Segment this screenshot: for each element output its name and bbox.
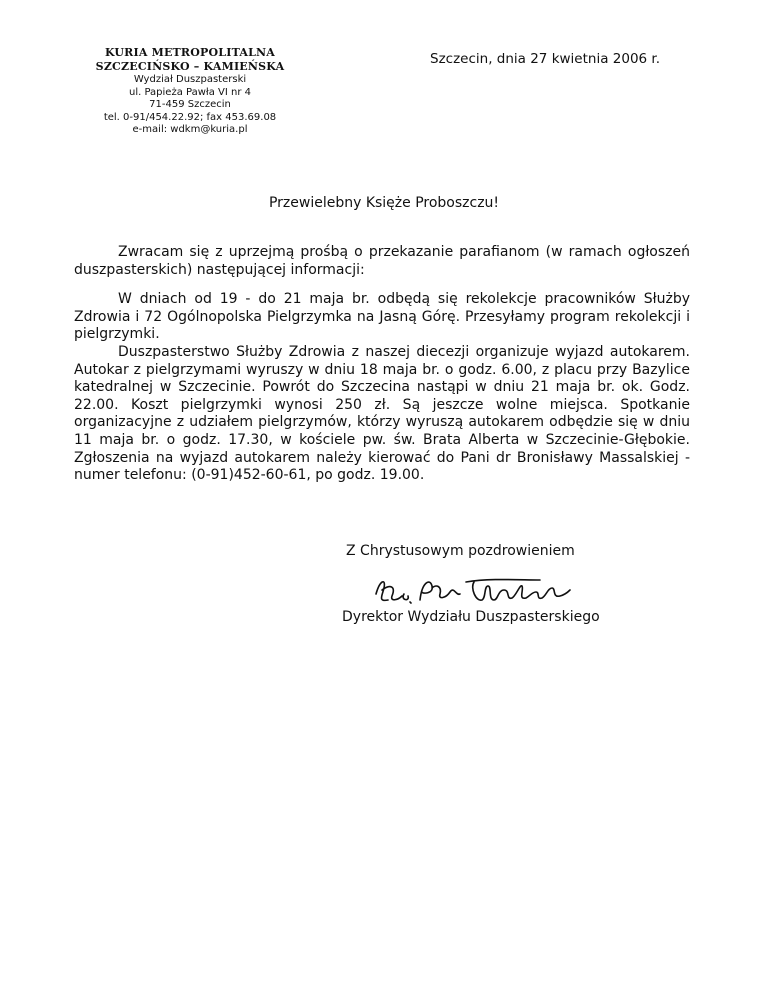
- paragraph-request: Zwracam się z uprzejmą prośbą o przekazanie parafianom (w ramach ogłoszeń duszpasterskich) następującej informacji:: [74, 244, 690, 278]
- letterhead: [80, 46, 300, 137]
- phone-fax: tel. 0-91/454.22.92; fax 453.69.08: [103, 111, 277, 123]
- postal-city: 71-459 Szczecin: [149, 99, 231, 111]
- letter-body: [74, 244, 690, 485]
- salutation: Przewielebny Księże Proboszczu!: [268, 195, 500, 211]
- org-name-line2: SZCZECIŃSKO – KAMIEŃSKA: [95, 60, 285, 73]
- org-name-line1: KURIA METROPOLITALNA: [104, 46, 276, 59]
- signer-title: Dyrektor Wydziału Duszpasterskiego: [342, 609, 600, 625]
- closing-greeting: Z Chrystusowym pozdrowieniem: [346, 543, 575, 559]
- paragraph-retreat: W dniach od 19 - do 21 maja br. odbędą się rekolekcje pracowników Służby Zdrowia i 72 Ogólnopolska Pielgrzymka na Jasną Górę. Przesyłamy program rekolekcji i pielgrzymki.: [74, 291, 690, 343]
- handwritten-signature: [370, 574, 580, 610]
- paragraph-bus-trip: Duszpasterstwo Służby Zdrowia z naszej diecezji organizuje wyjazd autokarem. Autokar z pielgrzymami wyruszy w dniu 18 maja br. o godz. 6.00, z placu przy Bazylice katedralnej w Szczecinie. Powrót do Szczecina nastąpi w dniu 21 maja br. ok. Godz. 22.00. Koszt pielgrzymki wynosi 250 zł. Są jeszcze wolne miejsca. Spotkanie organizacyjne z udziałem pielgrzymów, którzy wyruszą autokarem odbędzie się w dniu 11 maja br. o godz. 17.30, w kościele pw. św. Brata Alberta w Szczecinie-Głębokie. Zgłoszenia na wyjazd autokarem należy kierować do Pani dr Bronisławy Massalskiej - numer telefonu: (0-91)452-60-61, po godz. 19.00.: [74, 343, 690, 484]
- department-name: Wydział Duszpasterski: [133, 74, 247, 85]
- letter-date: Szczecin, dnia 27 kwietnia 2006 r.: [430, 51, 661, 67]
- email-address: e-mail: wdkm@kuria.pl: [132, 124, 248, 136]
- street-address: ul. Papieża Pawła VI nr 4: [128, 86, 251, 98]
